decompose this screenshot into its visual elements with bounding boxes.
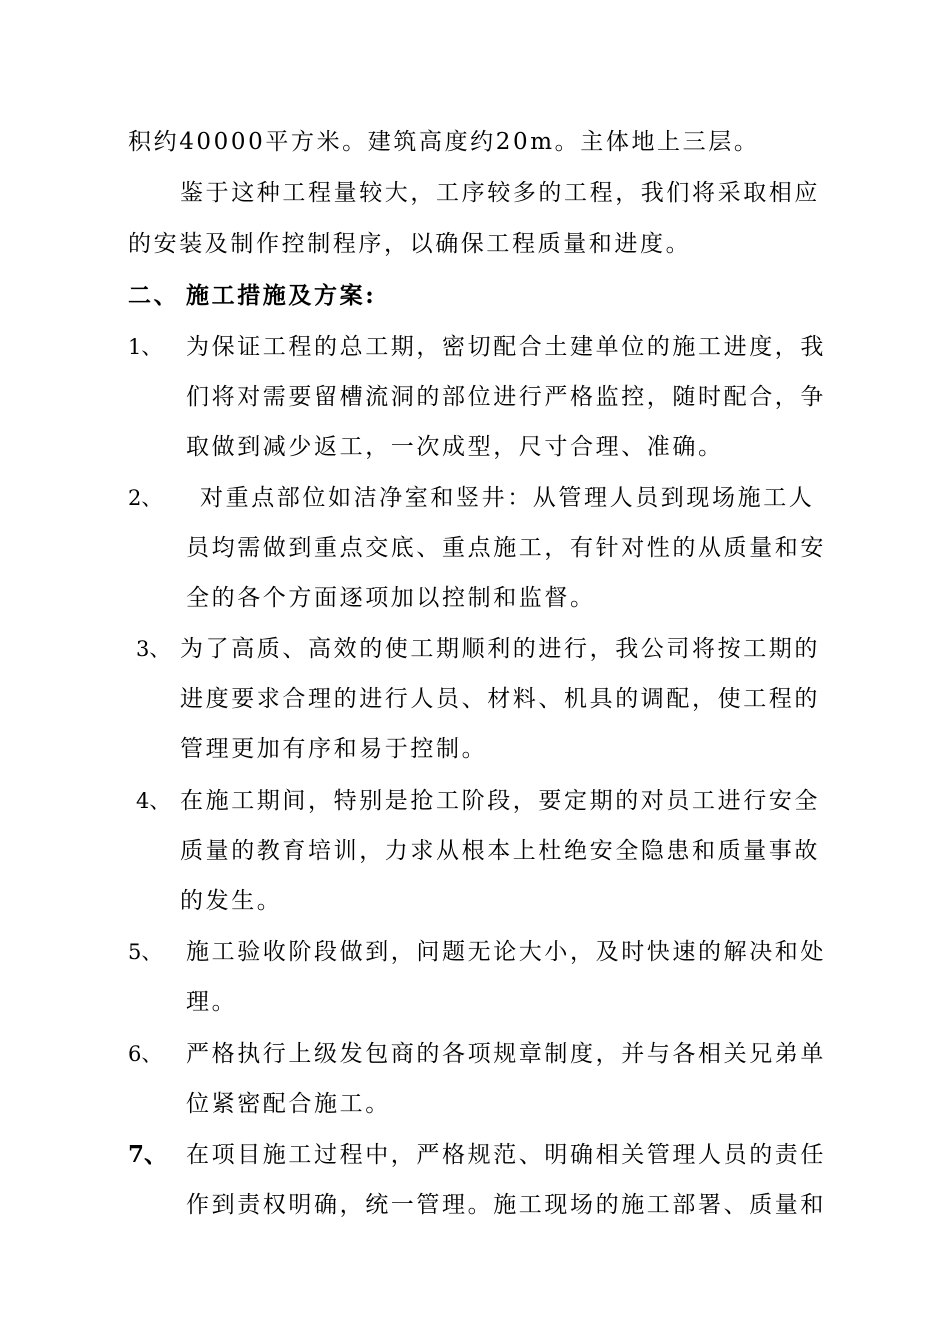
list-item-line: 取做到减少返工，一次成型，尺寸合理、准确。: [186, 434, 724, 460]
list-item-line: 管理更加有序和易于控制。: [180, 736, 488, 762]
list-item-line: 员均需做到重点交底、重点施工，有针对性的从质量和安: [186, 535, 826, 561]
list-item-line: 作到责权明确，统一管理。施工现场的施工部署、质量和: [186, 1192, 826, 1218]
list-item-line: 的发生。: [180, 888, 283, 914]
list-item-line: 为保证工程的总工期，密切配合土建单位的施工进度，我: [186, 334, 826, 360]
list-item-line: 在项目施工过程中，严格规范、明确相关管理人员的责任: [186, 1142, 826, 1168]
intro-line: 积约40000平方米。建筑高度约20m。主体地上三层。: [128, 129, 760, 155]
list-item-line: 们将对需要留槽流洞的部位进行严格监控，随时配合，争: [186, 384, 826, 410]
list-item-number: 4、: [136, 789, 171, 813]
list-item-line: 质量的教育培训，力求从根本上杜绝安全隐患和质量事故: [180, 838, 820, 864]
list-item-number: 3、: [136, 637, 171, 661]
section-number: 二、: [128, 282, 180, 309]
list-item-line: 进度要求合理的进行人员、材料、机具的调配，使工程的: [180, 686, 820, 712]
list-item-number: 2、: [128, 486, 163, 510]
list-item-line: 全的各个方面逐项加以控制和监督。: [186, 585, 596, 611]
section-title: 施工措施及方案:: [186, 282, 377, 309]
intro-line: 的安装及制作控制程序，以确保工程质量和进度。: [128, 231, 692, 257]
list-item-number: 5、: [128, 940, 163, 964]
list-item-line: 严格执行上级发包商的各项规章制度，并与各相关兄弟单: [186, 1041, 826, 1067]
list-item-line: 理。: [186, 989, 238, 1015]
list-item-number: 1、: [128, 335, 163, 359]
intro-line: 鉴于这种工程量较大，工序较多的工程，我们将采取相应: [180, 180, 820, 206]
list-item-line: 对重点部位如洁净室和竖井：从管理人员到现场施工人: [200, 485, 815, 511]
list-item-number: 7、: [128, 1141, 168, 1168]
list-item-line: 位紧密配合施工。: [186, 1091, 391, 1117]
list-item-line: 为了高质、高效的使工期顺利的进行，我公司将按工期的: [180, 636, 820, 662]
list-item-number: 6、: [128, 1042, 163, 1066]
list-item-line: 在施工期间，特别是抢工阶段，要定期的对员工进行安全: [180, 788, 820, 814]
list-item-line: 施工验收阶段做到，问题无论大小，及时快速的解决和处: [186, 939, 826, 965]
